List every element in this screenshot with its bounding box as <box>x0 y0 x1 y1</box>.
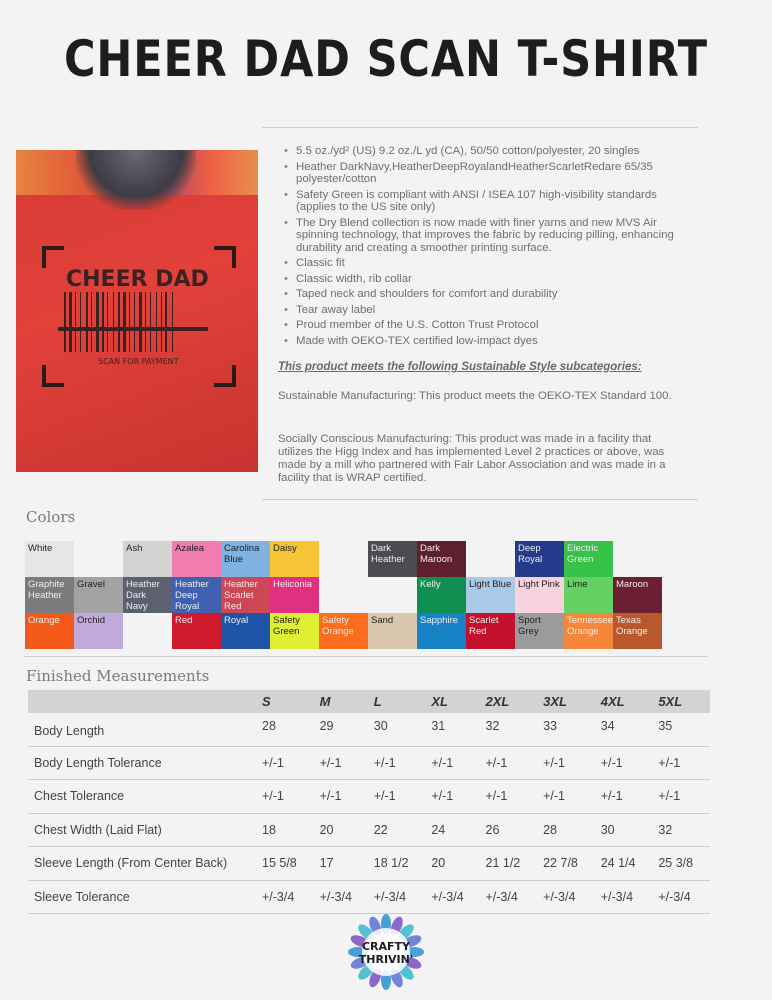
color-swatch[interactable]: Dark Heather <box>368 541 417 577</box>
color-swatch[interactable]: Sand <box>368 613 417 649</box>
measurement-cell: 32 <box>652 813 710 847</box>
color-swatch[interactable]: Scarlet Red <box>466 613 515 649</box>
measurement-cell: 35 <box>652 713 710 746</box>
measurement-cell: +/-1 <box>256 780 314 814</box>
row-label: Sleeve Length (From Center Back) <box>28 847 256 881</box>
socially-conscious-text: Socially Conscious Manufacturing: This product was made in a facility that utilizes the Higg Index and has implemented Level 2 practices or above, was made by a mill who partnered with Fair Labor Association and was made in a facility that is WRAP certified. <box>278 433 666 484</box>
color-swatch[interactable]: Sport Grey <box>515 613 564 649</box>
measurement-cell: 30 <box>595 813 653 847</box>
colors-title: Colors <box>26 508 76 526</box>
measurement-cell: 25 3/8 <box>652 847 710 881</box>
color-swatch[interactable]: Daisy <box>270 541 319 577</box>
shirt-subtext: SCAN FOR PAYMENT <box>98 357 179 366</box>
color-swatch[interactable]: Heliconia <box>270 577 319 613</box>
color-swatch[interactable]: Azalea <box>172 541 221 577</box>
measurement-cell: +/-1 <box>595 746 653 780</box>
size-header: XL <box>425 690 479 713</box>
page-title: CHEER DAD SCAN T-SHIRT <box>63 30 709 88</box>
feature-item: • Tear away label <box>282 304 682 317</box>
color-swatch[interactable]: Carolina Blue <box>221 541 270 577</box>
measurement-cell: +/-3/4 <box>256 880 314 914</box>
color-swatch[interactable]: Maroon <box>613 577 662 613</box>
measurement-cell: +/-3/4 <box>368 880 426 914</box>
color-swatch[interactable]: Kelly <box>417 577 466 613</box>
table-row <box>28 880 710 914</box>
feature-item: • Classic fit <box>282 257 682 270</box>
measurement-cell: 26 <box>480 813 538 847</box>
size-header: L <box>368 690 426 713</box>
measurement-cell: +/-1 <box>537 780 595 814</box>
top-divider <box>262 127 698 128</box>
color-swatch[interactable]: White <box>25 541 74 577</box>
measurements-divider <box>24 656 708 657</box>
measurement-cell: 18 <box>256 813 314 847</box>
measurement-cell: +/-1 <box>652 746 710 780</box>
header-blank <box>28 690 256 713</box>
measurement-cell: 24 1/4 <box>595 847 653 881</box>
row-label: Sleeve Tolerance <box>28 880 256 914</box>
measurement-cell: +/-1 <box>368 746 426 780</box>
measurement-cell: 34 <box>595 713 653 746</box>
color-swatch[interactable]: Graphite Heather <box>25 577 74 613</box>
color-swatch[interactable]: Tennessee Orange <box>564 613 613 649</box>
measurement-cell: +/-3/4 <box>537 880 595 914</box>
size-header: 5XL <box>652 690 710 713</box>
row-label: Chest Tolerance <box>28 780 256 814</box>
color-swatch[interactable]: Dark Maroon <box>417 541 466 577</box>
measurement-cell: +/-1 <box>314 780 368 814</box>
size-header: 3XL <box>537 690 595 713</box>
shirt-text: CHEER DAD <box>66 267 209 292</box>
feature-item: • Heather DarkNavy,HeatherDeepRoyalandHeatherScarletRedare 65/35 polyester/cotton <box>282 161 682 186</box>
color-swatch[interactable]: Gravel <box>74 577 123 613</box>
table-row <box>28 780 710 814</box>
shirt-print <box>16 150 258 472</box>
color-swatch[interactable]: Ash <box>123 541 172 577</box>
product-photo <box>16 150 258 472</box>
feature-list <box>282 145 682 350</box>
measurement-cell: +/-1 <box>537 746 595 780</box>
feature-item: • Proud member of the U.S. Cotton Trust Protocol <box>282 319 682 332</box>
size-header-row <box>28 690 710 713</box>
color-swatch[interactable]: Royal <box>221 613 270 649</box>
feature-item: • Taped neck and shoulders for comfort and durability <box>282 288 682 301</box>
color-swatch[interactable]: Heather Dark Navy <box>123 577 172 613</box>
measurement-cell: 31 <box>425 713 479 746</box>
measurement-cell: +/-1 <box>480 780 538 814</box>
measurement-cell: 15 5/8 <box>256 847 314 881</box>
table-row <box>28 813 710 847</box>
feature-item: • 5.5 oz./yd² (US) 9.2 oz./L yd (CA), 50/50 cotton/polyester, 20 singles <box>282 145 682 158</box>
size-header: 2XL <box>480 690 538 713</box>
color-swatch[interactable]: Heather Scarlet Red <box>221 577 270 613</box>
color-swatch[interactable]: Red <box>172 613 221 649</box>
measurement-cell: 28 <box>537 813 595 847</box>
color-swatch[interactable]: Orchid <box>74 613 123 649</box>
svg-text:CRAFTY: CRAFTY <box>361 940 411 953</box>
measurement-cell: 29 <box>314 713 368 746</box>
measurement-cell: 22 7/8 <box>537 847 595 881</box>
color-swatch[interactable]: Lime <box>564 577 613 613</box>
color-swatch[interactable]: Light Pink <box>515 577 564 613</box>
color-swatch[interactable]: Safety Green <box>270 613 319 649</box>
color-swatch[interactable]: Heather Deep Royal <box>172 577 221 613</box>
measurement-cell: 17 <box>314 847 368 881</box>
row-label: Chest Width (Laid Flat) <box>28 813 256 847</box>
sustainable-manufacturing-text: Sustainable Manufacturing: This product meets the OEKO-TEX Standard 100. <box>278 390 672 402</box>
measurement-cell: +/-1 <box>425 746 479 780</box>
measurement-cell: +/-1 <box>368 780 426 814</box>
barcode-graphic <box>64 292 173 352</box>
measurement-cell: 20 <box>425 847 479 881</box>
measurement-cell: +/-1 <box>314 746 368 780</box>
table-row <box>28 746 710 780</box>
color-swatch[interactable]: Light Blue <box>466 577 515 613</box>
crafty-thrivin-logo <box>346 912 426 992</box>
color-swatch[interactable]: Orange <box>25 613 74 649</box>
color-swatch[interactable]: Sapphire <box>417 613 466 649</box>
color-swatch[interactable]: Electric Green <box>564 541 613 577</box>
colors-divider <box>262 499 698 500</box>
measurement-cell: 32 <box>480 713 538 746</box>
row-label: Body Length Tolerance <box>28 746 256 780</box>
table-row <box>28 713 710 746</box>
size-header: M <box>314 690 368 713</box>
measurement-cell: 22 <box>368 813 426 847</box>
measurement-cell: +/-3/4 <box>595 880 653 914</box>
row-label: Body Length <box>28 713 256 746</box>
measurement-cell: 20 <box>314 813 368 847</box>
color-swatch[interactable]: Texas Orange <box>613 613 662 649</box>
feature-item: • The Dry Blend collection is now made with finer yarns and new MVS Air spinning technology, that improves the fabric by reducing pilling, enhancing durability and creating a smoother printing surface. <box>282 217 682 255</box>
measurement-cell: 24 <box>425 813 479 847</box>
size-header: 4XL <box>595 690 653 713</box>
measurement-cell: +/-3/4 <box>652 880 710 914</box>
measurement-cell: +/-3/4 <box>480 880 538 914</box>
measurement-cell: 28 <box>256 713 314 746</box>
feature-item: • Safety Green is compliant with ANSI / ISEA 107 high-visibility standards (applies to the US site only) <box>282 189 682 214</box>
feature-item: • Made with OEKO-TEX certified low-impact dyes <box>282 335 682 348</box>
measurement-cell: 33 <box>537 713 595 746</box>
color-swatch[interactable]: Deep Royal <box>515 541 564 577</box>
table-row <box>28 847 710 881</box>
measurement-cell: +/-1 <box>480 746 538 780</box>
measurements-title: Finished Measurements <box>26 667 210 685</box>
measurement-cell: +/-3/4 <box>314 880 368 914</box>
measurement-cell: 18 1/2 <box>368 847 426 881</box>
measurements-table <box>28 690 710 914</box>
measurement-cell: +/-1 <box>595 780 653 814</box>
measurement-cell: 30 <box>368 713 426 746</box>
color-swatch[interactable]: Safety Orange <box>319 613 368 649</box>
size-header: S <box>256 690 314 713</box>
sustainable-heading: This product meets the following Sustainable Style subcategories: <box>278 361 642 373</box>
svg-text:THRIVIN': THRIVIN' <box>358 953 414 966</box>
measurement-cell: +/-3/4 <box>425 880 479 914</box>
measurement-cell: +/-1 <box>256 746 314 780</box>
feature-item: • Classic width, rib collar <box>282 273 682 286</box>
measurement-cell: +/-1 <box>425 780 479 814</box>
measurement-cell: +/-1 <box>652 780 710 814</box>
measurement-cell: 21 1/2 <box>480 847 538 881</box>
